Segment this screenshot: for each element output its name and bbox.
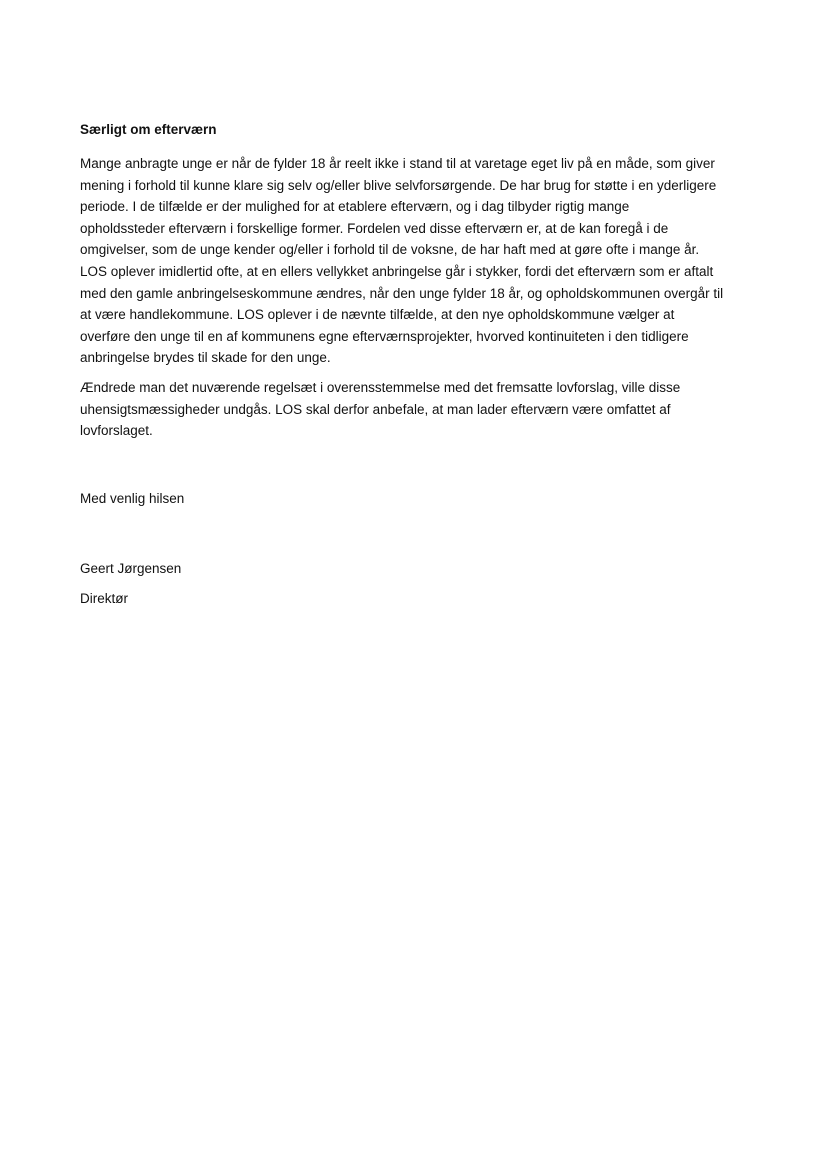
paragraph-line: opholdssteder efterværn i forskellige former. Fordelen ved disse efterværn er, at de kan foregå i de bbox=[80, 220, 669, 236]
signer-name: Geert Jørgensen bbox=[80, 560, 182, 576]
paragraph-line: uhensigtsmæssigheder undgås. LOS skal derfor anbefale, at man lader efterværn være omfattet af bbox=[80, 401, 671, 417]
section-heading: Særligt om efterværn bbox=[80, 122, 217, 137]
paragraph-line: LOS oplever imidlertid ofte, at en ellers vellykket anbringelse går i stykker, fordi det efterværn som er aftalt bbox=[80, 263, 714, 279]
closing-salutation: Med venlig hilsen bbox=[80, 490, 185, 506]
signer-title: Direktør bbox=[80, 590, 128, 606]
paragraph-line: anbringelse brydes til skade for den unge. bbox=[80, 350, 331, 366]
paragraph-line: Mange anbragte unge er når de fylder 18 år reelt ikke i stand til at varetage eget liv på en måde, som giver bbox=[80, 156, 715, 171]
paragraph-line: mening i forhold til kunne klare sig selv og/eller blive selvforsørgende. De har brug for støtte i en yderligere bbox=[80, 177, 717, 193]
paragraph-line: overføre den unge til en af kommunens egne efterværnsprojekter, hvorved kontinuiteten i den tidligere bbox=[80, 328, 689, 344]
paragraph-1 bbox=[80, 153, 760, 369]
document-page bbox=[80, 121, 760, 608]
paragraph-line: lovforslaget. bbox=[80, 423, 153, 439]
paragraph-line: Ændrede man det nuværende regelsæt i overensstemmelse med det fremsatte lovforslag, ville disse bbox=[80, 379, 681, 395]
paragraph-line: omgivelser, som de unge kender og/eller i forhold til de voksne, de har haft med at gøre ofte i mange år. bbox=[80, 242, 700, 258]
paragraph-line: med den gamle anbringelseskommune ændres, når den unge fylder 18 år, og opholdskommunen overgår til bbox=[80, 285, 724, 301]
paragraph-line: periode. I de tilfælde er der mulighed for at etablere efterværn, og i dag tilbyder rigtig mange bbox=[80, 199, 630, 215]
paragraph-line: at være handlekommune. LOS oplever i de nævnte tilfælde, at den nye opholdskommune vælger at bbox=[80, 307, 675, 323]
paragraph-2 bbox=[80, 377, 760, 442]
